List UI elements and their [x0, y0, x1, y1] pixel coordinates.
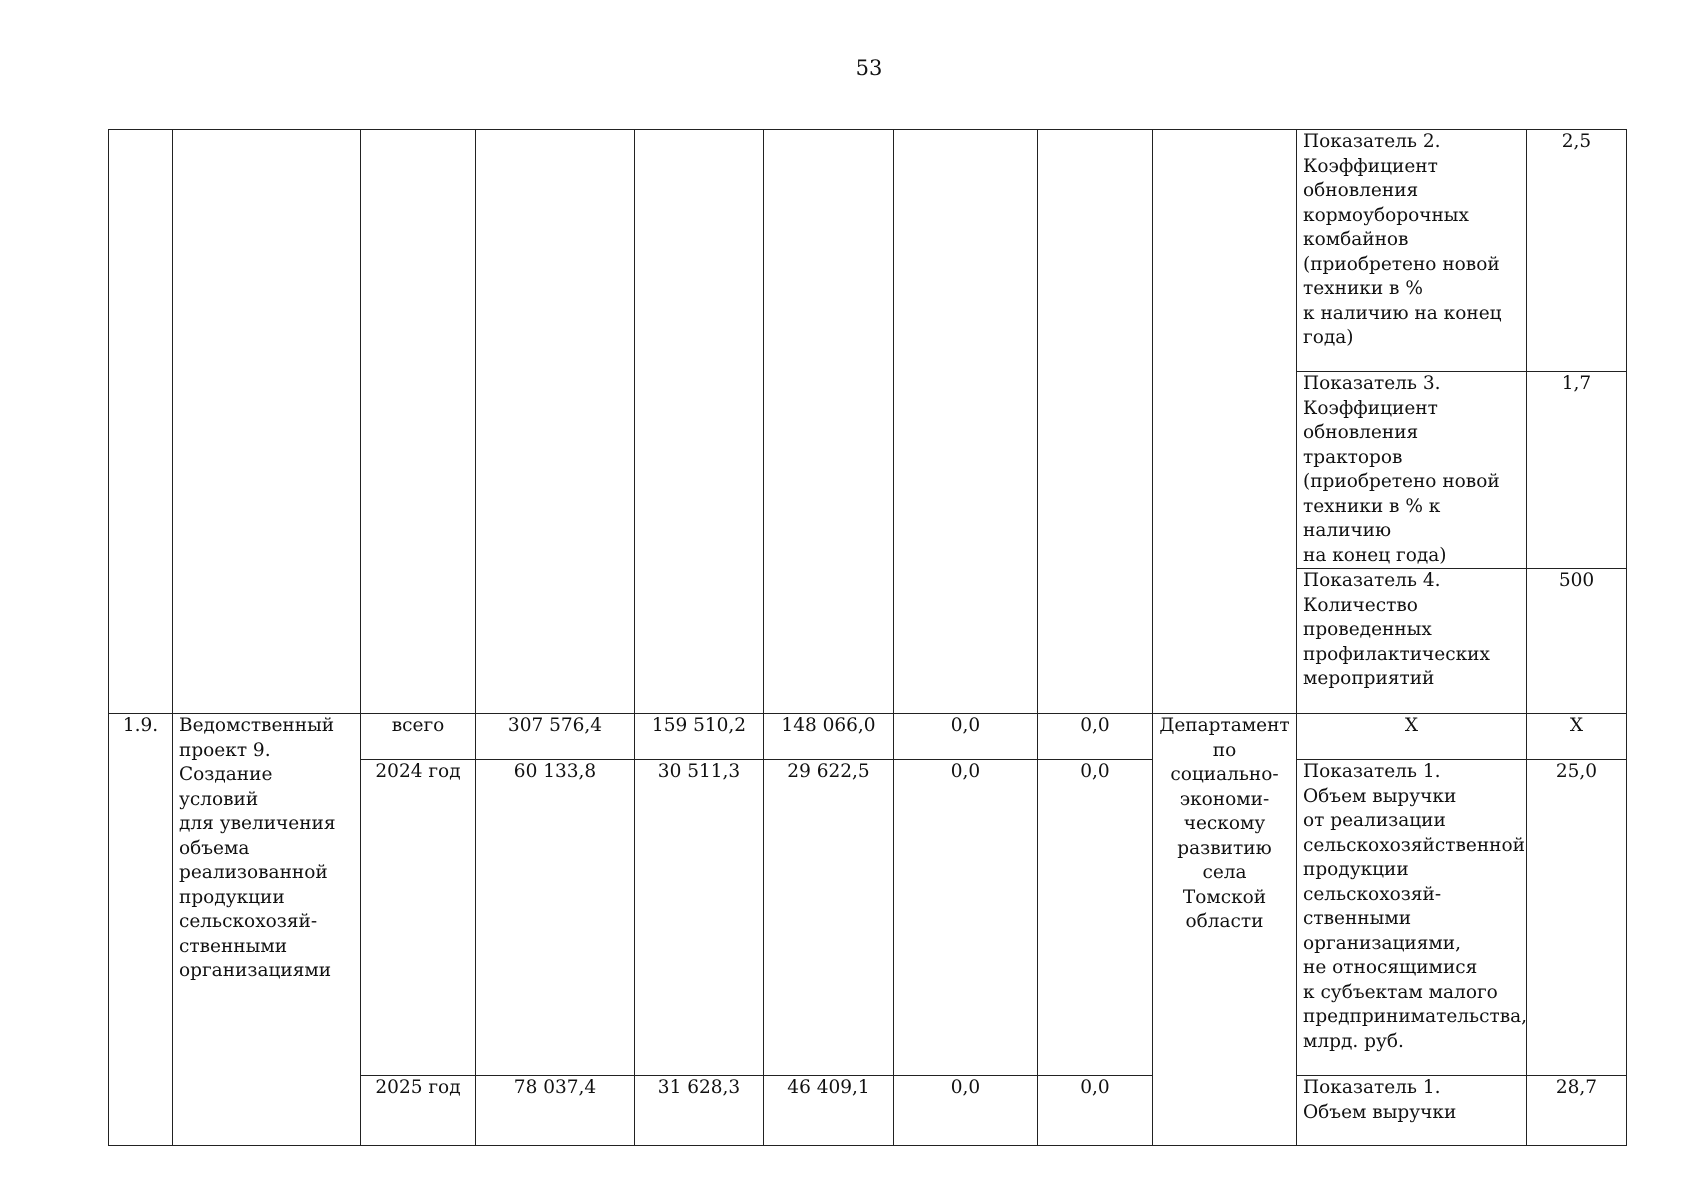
indicator-value: 1,7	[1527, 372, 1627, 569]
regional-cell: 148 066,0	[764, 714, 894, 760]
indicator-text: Показатель 4. Количество проведенных профилактических мероприятий	[1303, 570, 1490, 689]
indicator-value: 25,0	[1527, 760, 1627, 1076]
total-cell: 60 133,8	[476, 760, 635, 1076]
indicator-cell	[1297, 569, 1527, 714]
table-row	[109, 130, 1627, 372]
empty-cell	[476, 130, 635, 714]
regional-cell: 29 622,5	[764, 760, 894, 1076]
period-cell: 2024 год	[361, 760, 476, 1076]
indicator-value: 2,5	[1527, 130, 1627, 372]
indicator-text: Показатель 2. Коэффициент обновления кормоуборочных комбайнов (приобретено новой техники в % к наличию на конец года)	[1303, 131, 1502, 348]
indicator-value: 28,7	[1527, 1076, 1627, 1146]
empty-cell	[109, 130, 173, 714]
indicator-text: Показатель 3. Коэффициент обновления тракторов (приобретено новой техники в % к наличию на конец года)	[1303, 373, 1500, 566]
other-cell: 0,0	[1038, 1076, 1153, 1146]
federal-cell: 31 628,3	[635, 1076, 764, 1146]
empty-cell	[1153, 130, 1297, 714]
regional-cell: 46 409,1	[764, 1076, 894, 1146]
other-cell: 0,0	[1038, 760, 1153, 1076]
indicator-cell	[1297, 130, 1527, 372]
empty-cell	[1038, 130, 1153, 714]
federal-cell: 159 510,2	[635, 714, 764, 760]
other-cell: 0,0	[1038, 714, 1153, 760]
total-cell: 78 037,4	[476, 1076, 635, 1146]
municipal-cell: 0,0	[894, 1076, 1038, 1146]
empty-cell	[173, 130, 361, 714]
period-cell: 2025 год	[361, 1076, 476, 1146]
indicator-cell: X	[1297, 714, 1527, 760]
indicator-cell	[1297, 760, 1527, 1076]
row-number: 1.9.	[109, 714, 173, 1146]
project-name-cell	[173, 714, 361, 1146]
total-cell: 307 576,4	[476, 714, 635, 760]
indicator-text: Показатель 1. Объем выручки от реализации сельскохозяйственной продукции сельскохозяй- ственными организациями, не относящимися к субъектам малого предпринимательства, млрд. руб.	[1303, 761, 1528, 1052]
indicator-value: 500	[1527, 569, 1627, 714]
empty-cell	[635, 130, 764, 714]
empty-cell	[764, 130, 894, 714]
indicator-value: X	[1527, 714, 1627, 760]
table-row	[109, 714, 1627, 760]
program-table	[108, 129, 1627, 1146]
empty-cell	[361, 130, 476, 714]
municipal-cell: 0,0	[894, 714, 1038, 760]
page-number: 53	[855, 56, 883, 80]
indicator-text: Показатель 1. Объем выручки	[1303, 1077, 1457, 1123]
project-name: Ведомственный проект 9. Создание условий для увеличения объема реализованной продукции сельскохозяй- ственными организациями	[179, 715, 336, 981]
department-name: Департамент по социально- экономи- ческому развитию села Томской области	[1159, 715, 1290, 932]
federal-cell: 30 511,3	[635, 760, 764, 1076]
municipal-cell: 0,0	[894, 760, 1038, 1076]
period-cell: всего	[361, 714, 476, 760]
indicator-cell	[1297, 372, 1527, 569]
empty-cell	[894, 130, 1038, 714]
indicator-cell	[1297, 1076, 1527, 1146]
department-cell	[1153, 714, 1297, 1146]
